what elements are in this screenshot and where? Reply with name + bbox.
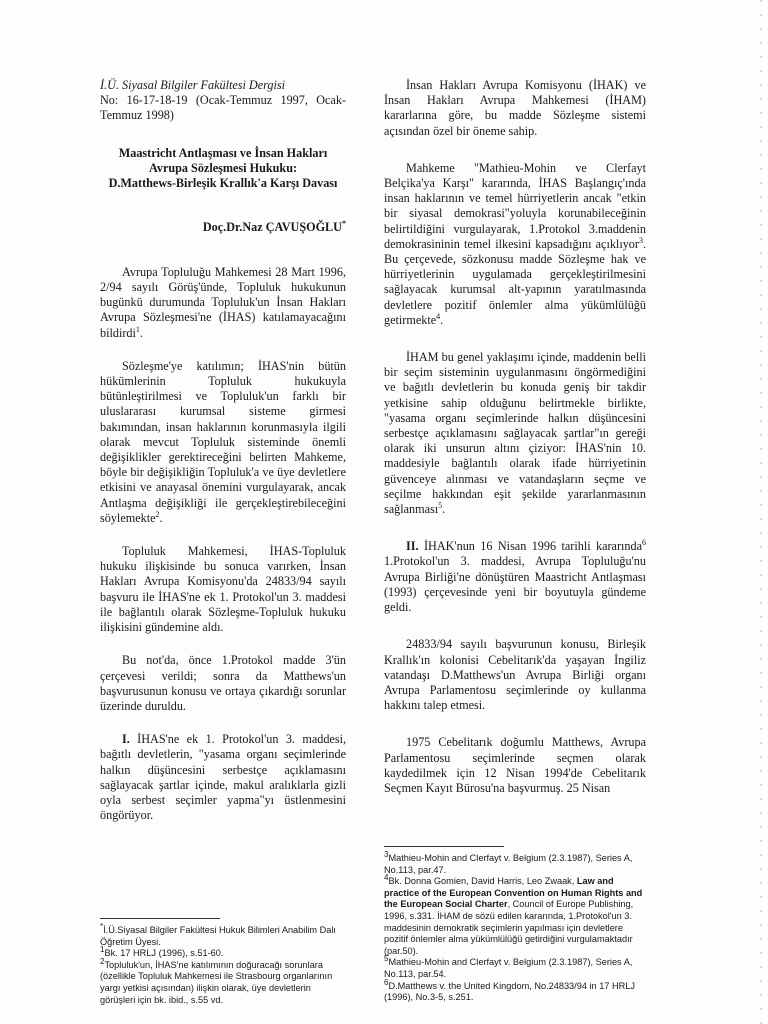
author-footnote-mark: * — [342, 218, 346, 228]
left-paragraph-5: I. İHAS'ne ek 1. Protokol'un 3. maddesi, bağıtlı devletlerin, "yasama organı seçimlerinde halkın düşüncesini serbestçe açıklamasını sağlayacak şartlar içinde, makul aralıklarla gizli oyla serbest seçimler yapma"yı üstlenmesini öngörüyor. — [100, 732, 346, 823]
right-column — [384, 78, 646, 796]
footnote-ref: 2 — [155, 509, 160, 519]
right-paragraph-5: 24833/94 sayılı başvurunun konusu, Birleşik Krallık'ın kolonisi Cebelitarık'da yaşayan İngiliz vatandaşı D.Matthews'un Avrupa Birliği organı Avrupa Parlamentosu seçimlerinde oy kullanma hakkını talep etmesi. — [384, 637, 646, 713]
footnote-ref: 3 — [638, 235, 643, 245]
left-paragraph-4: Bu not'da, önce 1.Protokol madde 3'ün çerçevesi verildi; sonra da Matthews'un başvurusunun konusu ve ortaya çıkardığı sorunlar üzerinde duruldu. — [100, 653, 346, 713]
footnote-2: $^2$Topluluk'un, İHAS'ne katılımının doğuracağı sorunlara (özellikle Topluluk Mahkemesi ile Strasbourg organlarının yargı yetkisi açısından) ilişkin olarak, üye devletlerin görüşleri için bk. ibid., s.55 vd. — [100, 956, 333, 1005]
footnote-ref: 1 — [135, 324, 140, 334]
left-paragraph-2: Sözleşme'ye katılımın; İHAS'nin bütün hükümlerinin Topluluk hukukuyla bütünleştirilmesi ve Topluluk'un farklı bir uluslararası kurumsal sisteme girmesi bakımından, insan haklarının korunmasıyla ilgili olarak mevcut Topluluk sisteminde önemli değişiklikler gerektireceğini belirten Mahkeme, böyle bir değişikliğin Topluluk'a ve üye devletlere etkisini ve anayasal önemini vurgulayarak, ancak Antlaşma değişikliği ile gerçekleştirebileceğini söylemekte$^2$. — [100, 358, 346, 525]
journal-header — [100, 78, 346, 124]
footnote-ref: 4 — [436, 311, 441, 321]
footnote-1: $^1$Bk. 17 HRLJ (1996), s.51-60. — [100, 945, 224, 959]
footnote-ref: 6 — [642, 538, 646, 548]
footnote-5: $^5$Mathieu-Mohin and Clerfayt v. Belgium (2.3.1987), Series A, No.113, par.54. — [384, 954, 633, 979]
left-paragraph-3: Topluluk Mahkemesi, İHAS-Topluluk hukuku ilişkisinde bu sonuca varırken, İnsan Hakları Avrupa Komisyonu'da 24833/94 sayılı başvuru ile İHAS'ne ek 1. Protokol'un 3. maddesi ile bağlantılı olarak Sözleşme-Topluluk hukuku ilişkisini gündemine aldı. — [100, 544, 346, 635]
right-paragraph-3: İHAM bu genel yaklaşımı içinde, maddenin belli bir seçim sisteminin uygulanmasını öngörmediğini ve bağıtlı devletlerin bu konuda geniş bir takdir yetkisine sahip olduğunu belirtmekle birlikte, "yasama organı seçimlerinde halkın düşüncesini serbestçe açıklamasını sağlayacak şartlar"ın gereği olarak iki unsurun altını çiziyor: İHAS'nin 10. maddesiyle bağlantılı olarak ifade hürriyetinin güvenceye alınması ve vatandaşların seçme ve seçilme hakkından eşit şekilde yararlanmasının sağlanması$^5$. — [384, 350, 646, 517]
footnote-divider — [384, 846, 504, 847]
footnote-ref: 5 — [438, 501, 443, 511]
journal-name: İ.Ü. Siyasal Bilgiler Fakültesi Dergisi — [100, 78, 286, 92]
footnote-4: $^4$Bk. Donna Gomien, David Harris, Leo Zwaak, Law and practice of the European Convention on Human Rights and the European Social Charter, Council of Europe Publishing, 1996, s.331. İHAM de sözü edilen kararında, 1.Protokol'un 3. maddesinin demokratik seçimlerin yapılması için devletlere pozitif önlemler alma yükümlülüğü getirdiğini vurgulamaktadır (par.50). — [384, 873, 643, 956]
journal-issue: No: 16-17-18-19 (Ocak-Temmuz 1997, Ocak-Temmuz 1998) — [100, 93, 346, 123]
right-paragraph-6: 1975 Cebelitarık doğumlu Matthews, Avrupa Parlamentosu seçimlerinde seçmen olarak kaydedilmek için 12 Nisan 1994'de Cebelitarık Seçmen Kayıt Bürosu'na başvurmuş. 25 Nisan — [384, 735, 646, 795]
section-number: I. — [122, 732, 130, 747]
right-paragraph-4: II. İHAK'nun 16 Nisan 1996 tarihli kararında$^6$ 1.Protokol'un 3. maddesi, Avrupa Topluluğu'nu Avrupa Birliği'ne dönüştüren Maastricht Antlaşması (1993) çerçevesinde yeni bir boyutuyla gündeme geldi. — [384, 538, 646, 615]
footnote-star: *İ.Ü.Siyasal Bilgiler Fakültesi Hukuk Bilimleri Anabilim Dalı Öğretim Üyesi. — [100, 921, 336, 947]
right-paragraph-1: İnsan Hakları Avrupa Komisyonu (İHAK) ve İnsan Hakları Avrupa Mahkemesi (İHAM) kararlarına göre, bu madde Sözleşme sistemi açısından özel bir öneme sahip. — [384, 78, 646, 138]
right-footnotes — [384, 846, 646, 1004]
left-footnotes — [100, 918, 346, 1006]
right-paragraph-2: Mahkeme "Mathieu-Mohin ve Clerfayt Belçika'ya Karşı" kararında, İHAS Başlangıç'ında insan haklarının ve temel hürriyetlerin ancak "etkin bir siyasal demokrasi"yoluyla korunabileceğinin belirtildiğini vurgulayarak, 1.Protokol 3.maddenin demokrasininin temel ilkesini kapsadığını açıklıyor$^3$. Bu çerçevede, sözkonusu madde Sözleşme hak ve hürriyetlerinin uygulamada gerçekleştirilmesini sağlayacak kurumsal alt-yapının yaratılmasında devletlere pozitif önlemler alma yükümlülüğü getirmekte$^4$. — [384, 160, 646, 327]
footnote-divider — [100, 918, 220, 919]
footnote-6: $^6$D.Matthews v. the United Kingdom, No.24833/94 in 17 HRLJ (1996), No.3-5, s.251. — [384, 977, 635, 1003]
scan-edge-artifact — [760, 0, 762, 1024]
author-name: Doç.Dr.Naz ÇAVUŞOĞLU* — [202, 218, 346, 234]
footnote-3: $^3$Mathieu-Mohin and Clerfayt v. Belgium (2.3.1987), Series A, No.113, par.47. — [384, 849, 633, 875]
section-number: II. — [406, 539, 419, 554]
article-title: Maastricht Antlaşması ve İnsan Hakları Avrupa Sözleşmesi Hukuku: D.Matthews-Birleşik Krallık'a Karşı Davası — [108, 145, 338, 191]
left-column — [100, 78, 346, 823]
left-paragraph-1: Avrupa Topluluğu Mahkemesi 28 Mart 1996, 2/94 sayılı Görüş'ünde, Topluluk hukukunun bugünkü durumunda Topluluk'un İnsan Hakları Avrupa Sözleşmesi'ne (İHAS) katılamayacağını bildirdi$^1$. — [100, 264, 346, 340]
